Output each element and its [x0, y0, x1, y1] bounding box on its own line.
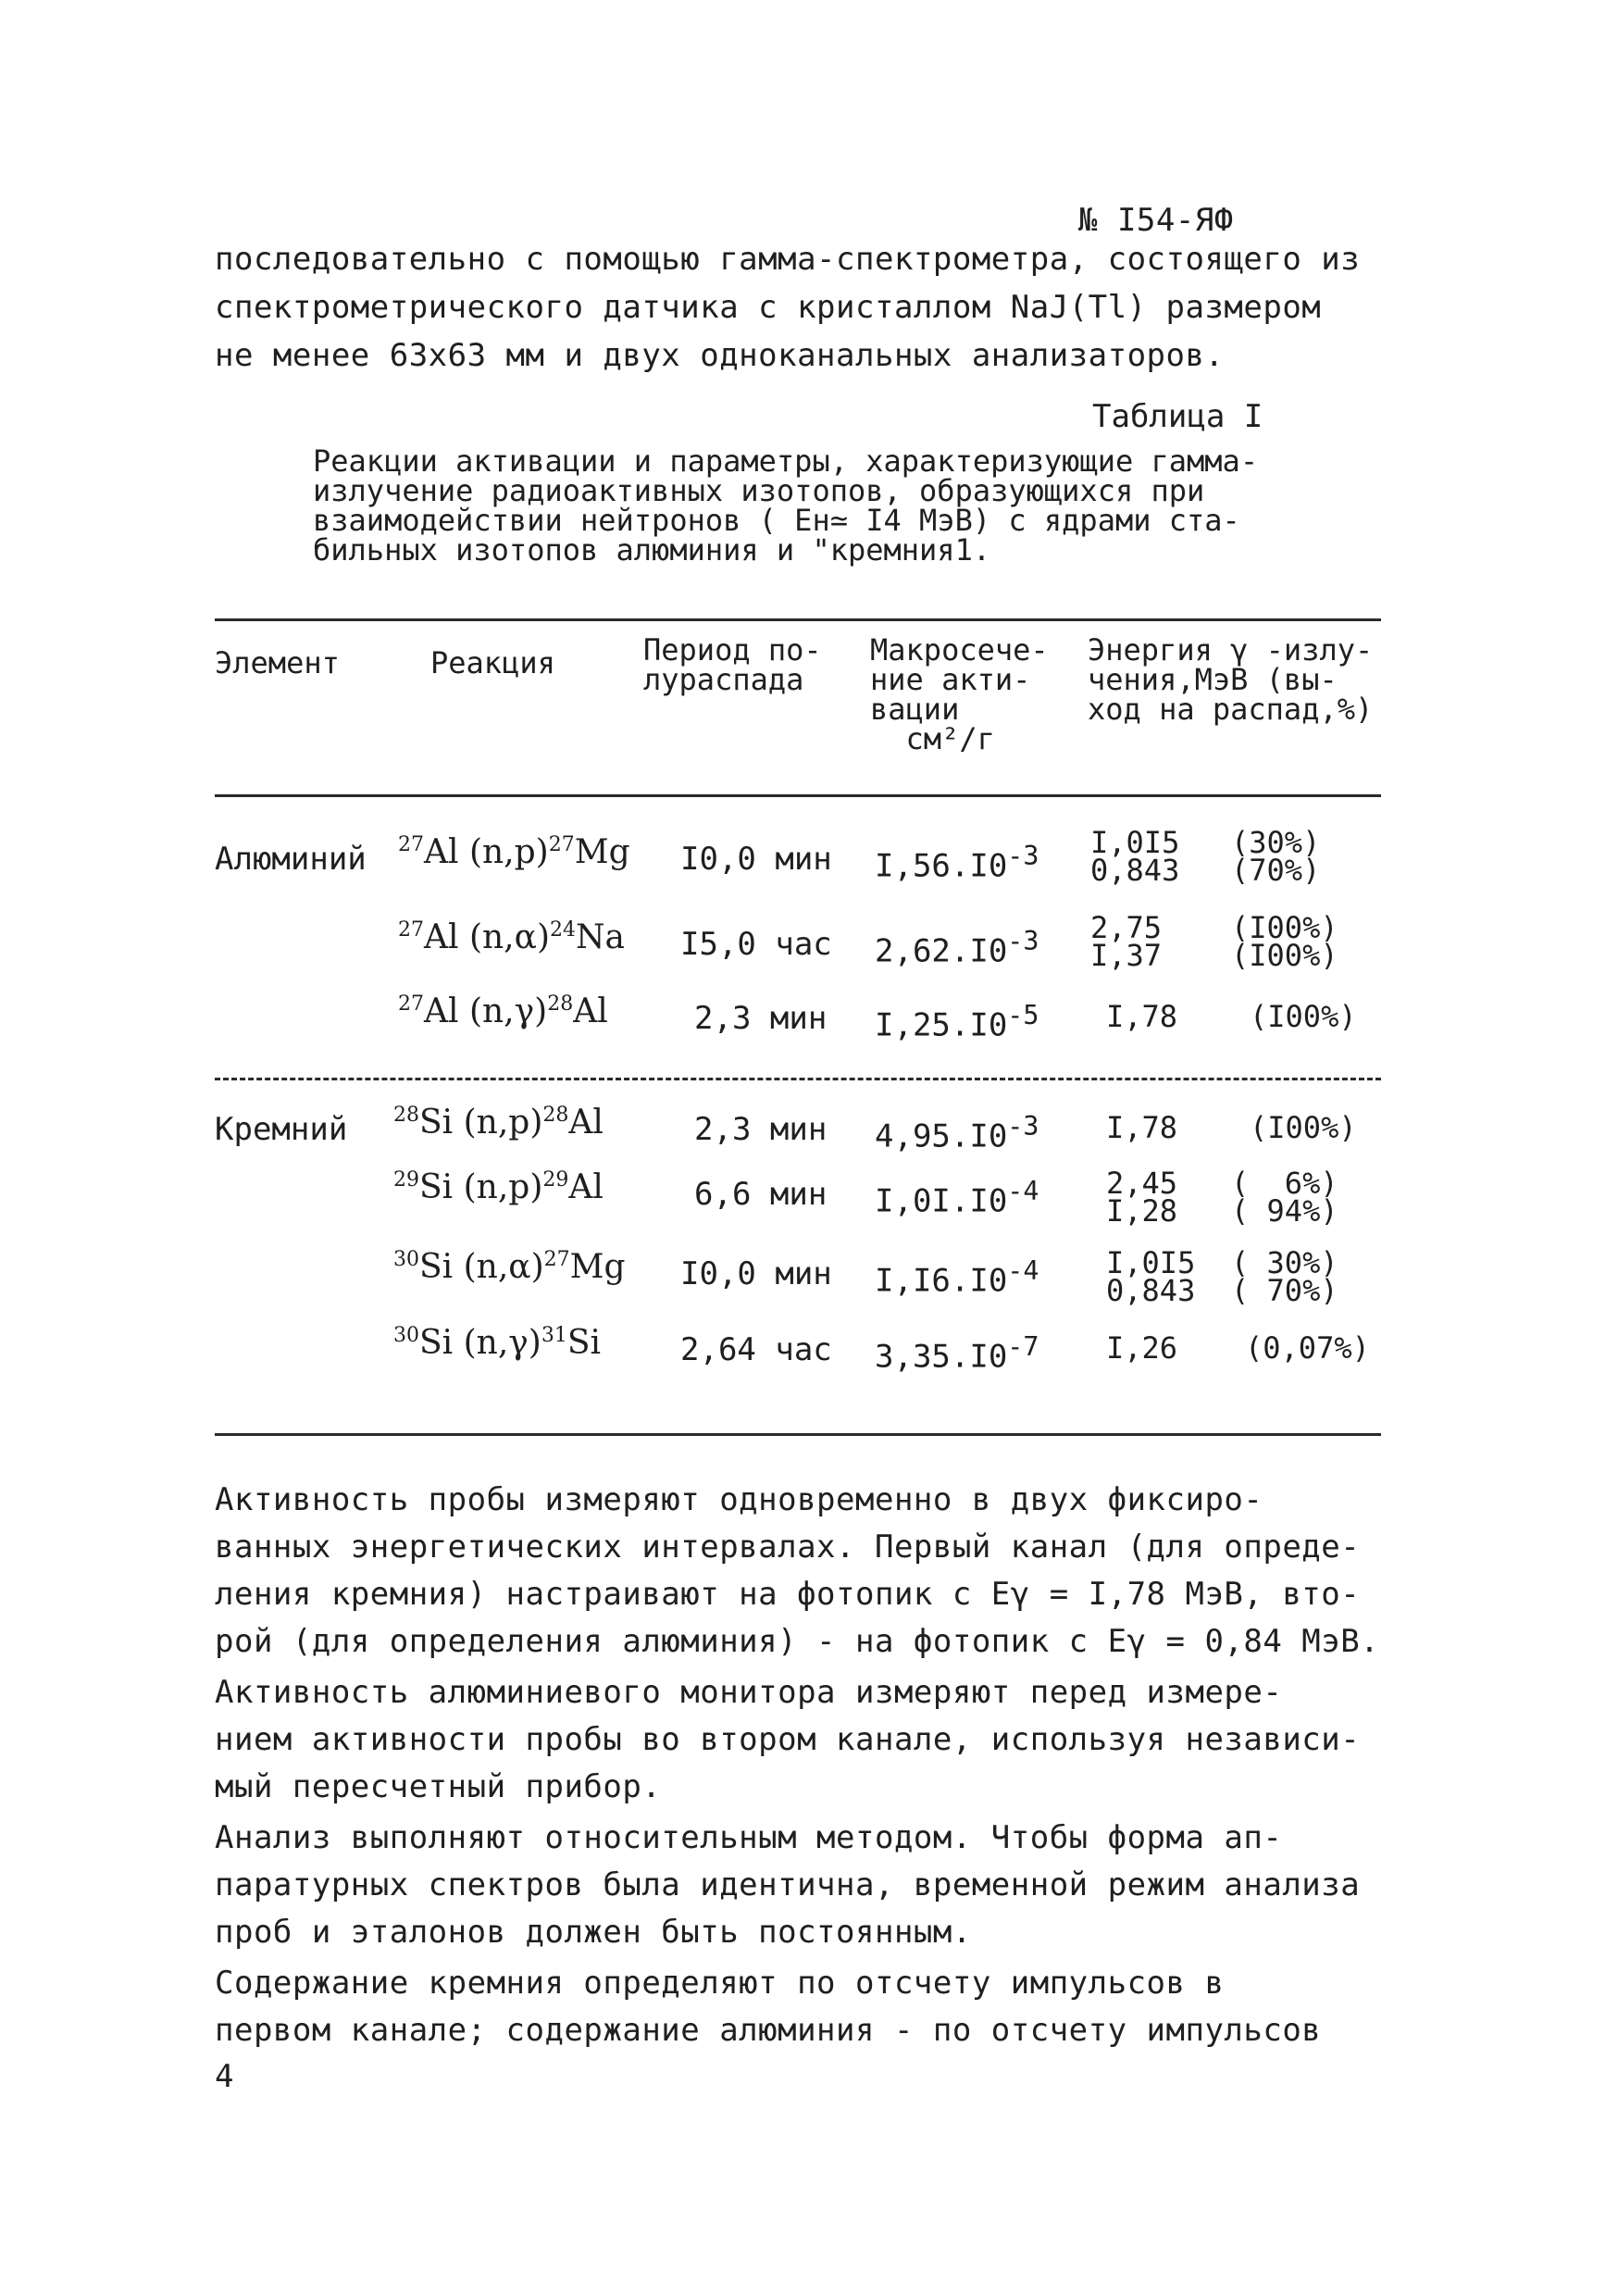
element-cell: Кремний	[215, 1111, 348, 1148]
yield-cell: (I00%)	[1250, 999, 1357, 1034]
text-line: спектрометрического датчика с кристаллом NaJ(Tl) размером	[215, 289, 1322, 326]
text-line: не менее 63х63 мм и двух одноканальных анализаторов.	[215, 337, 1225, 374]
header-bottom-rule	[215, 794, 1381, 797]
cross-section-cell: $2,62.I0^{-3}$	[875, 926, 1039, 970]
header-reaction: Реакция	[430, 645, 555, 680]
text-line: нием активности пробы во втором канале, используя независи-	[215, 1721, 1361, 1758]
energy-cell: I,26	[1106, 1330, 1178, 1366]
text-line: Активность алюминиевого монитора измеряют перед измере-	[215, 1674, 1283, 1711]
text-line: Активность пробы измеряют одновременно в двух фиксиро-	[215, 1481, 1263, 1518]
text-line: ления кремния) настраивают на фотопик с Eγ = I,78 МэВ, вто-	[215, 1576, 1361, 1613]
cross-section-cell: $I,0I.I0^{-4}$	[875, 1176, 1039, 1220]
reaction-cell: $^{27}$Al $(n,\alpha)^{24}Na$	[398, 918, 625, 956]
cross-section-cell: $4,95.I0^{-3}$	[875, 1111, 1039, 1155]
reaction-cell: $^{27}$Al $(n,p)^{27}Mg$	[398, 833, 630, 871]
halflife-cell: 6,6 мин	[694, 1176, 828, 1213]
yield-cell: (0,07%)	[1245, 1330, 1370, 1366]
text-line: Анализ выполняют относительным методом. Чтобы форма ап-	[215, 1819, 1283, 1856]
halflife-cell: I0,0 мин	[680, 1255, 832, 1292]
energy-cell: I,0I5 0,843	[1106, 1245, 1196, 1308]
cross-section-cell: $3,35.I0^{-7}$	[875, 1331, 1039, 1376]
halflife-cell: I5,0 час	[680, 926, 832, 963]
halflife-cell: 2,3 мин	[694, 1000, 828, 1037]
energy-cell: 2,75 I,37	[1090, 910, 1163, 973]
section-divider	[215, 1078, 1381, 1080]
text-line: рой (для определения алюминия) - на фотопик с Eγ = 0,84 МэВ.	[215, 1623, 1380, 1660]
text-line: Содержание кремния определяют по отсчету импульсов в	[215, 1965, 1225, 2002]
header-halflife: Период по- лураспада	[643, 632, 822, 697]
cross-section-cell: $I,25.I0^{-5}$	[875, 1000, 1039, 1044]
yield-cell: (I00%) (I00%)	[1231, 910, 1338, 973]
text-line: ванных энергетических интервалах. Первый канал (для опреде-	[215, 1529, 1361, 1566]
halflife-cell: 2,3 мин	[694, 1111, 828, 1148]
header-element: Элемент	[215, 645, 340, 680]
text-line: последовательно с помощью гамма-спектрометра, состоящего из	[215, 241, 1361, 278]
halflife-cell: 2,64 час	[680, 1331, 832, 1368]
header-gamma-energy: Энергия γ -излу- чения,МэВ (вы- ход на распад,%)	[1088, 632, 1374, 727]
energy-cell: I,78	[1106, 999, 1178, 1034]
header-cross-section: Макросече- ние акти- вации см²/г	[870, 632, 1049, 756]
energy-cell: I,0I5 0,843	[1090, 825, 1180, 888]
table-bottom-rule	[215, 1433, 1381, 1436]
energy-cell: I,78	[1106, 1110, 1178, 1145]
reaction-cell: $^{29}$Si $(n,p)^{29}Al$	[393, 1168, 604, 1206]
text-line: первом канале; содержание алюминия - по отсчету импульсов	[215, 2012, 1322, 2049]
text-line: проб и эталонов должен быть постоянным.	[215, 1914, 972, 1951]
element-cell: Алюминий	[215, 841, 367, 878]
table-top-rule	[215, 618, 1381, 621]
text-line: мый пересчетный прибор.	[215, 1768, 662, 1805]
halflife-cell: I0,0 мин	[680, 841, 832, 878]
reaction-cell: $^{30}$Si $(n,\alpha)^{27}Mg$	[393, 1248, 626, 1286]
table-caption: Реакции активации и параметры, характеризующие гамма- излучение радиоактивных изотопов, образующихся при взаимодействии нейтронов ( Eн≃ I4 МэВ) с ядрами ста- бильных изотопов алюминия и "кремния1.	[313, 443, 1259, 568]
cross-section-cell: $I,I6.I0^{-4}$	[875, 1255, 1039, 1300]
cross-section-cell: $I,56.I0^{-3}$	[875, 841, 1039, 885]
yield-cell: ( 30%) ( 70%)	[1231, 1245, 1338, 1308]
table-label: Таблица I	[1092, 398, 1263, 435]
yield-cell: ( 6%) ( 94%)	[1231, 1166, 1338, 1229]
document-code: № I54-ЯФ	[1078, 202, 1234, 239]
text-line: паратурных спектров была идентична, временной режим анализа	[215, 1866, 1361, 1903]
energy-cell: 2,45 I,28	[1106, 1166, 1178, 1229]
page-number: 4	[215, 2058, 234, 2095]
reaction-cell: $^{27}$Al $(n,\gamma)^{28}Al$	[398, 992, 608, 1030]
yield-cell: (I00%)	[1250, 1110, 1357, 1145]
yield-cell: (30%) (70%)	[1231, 825, 1321, 888]
reaction-cell: $^{30}$Si $(n,\gamma)^{31}Si$	[393, 1324, 602, 1362]
reaction-cell: $^{28}$Si $(n,p)^{28}Al$	[393, 1104, 604, 1142]
